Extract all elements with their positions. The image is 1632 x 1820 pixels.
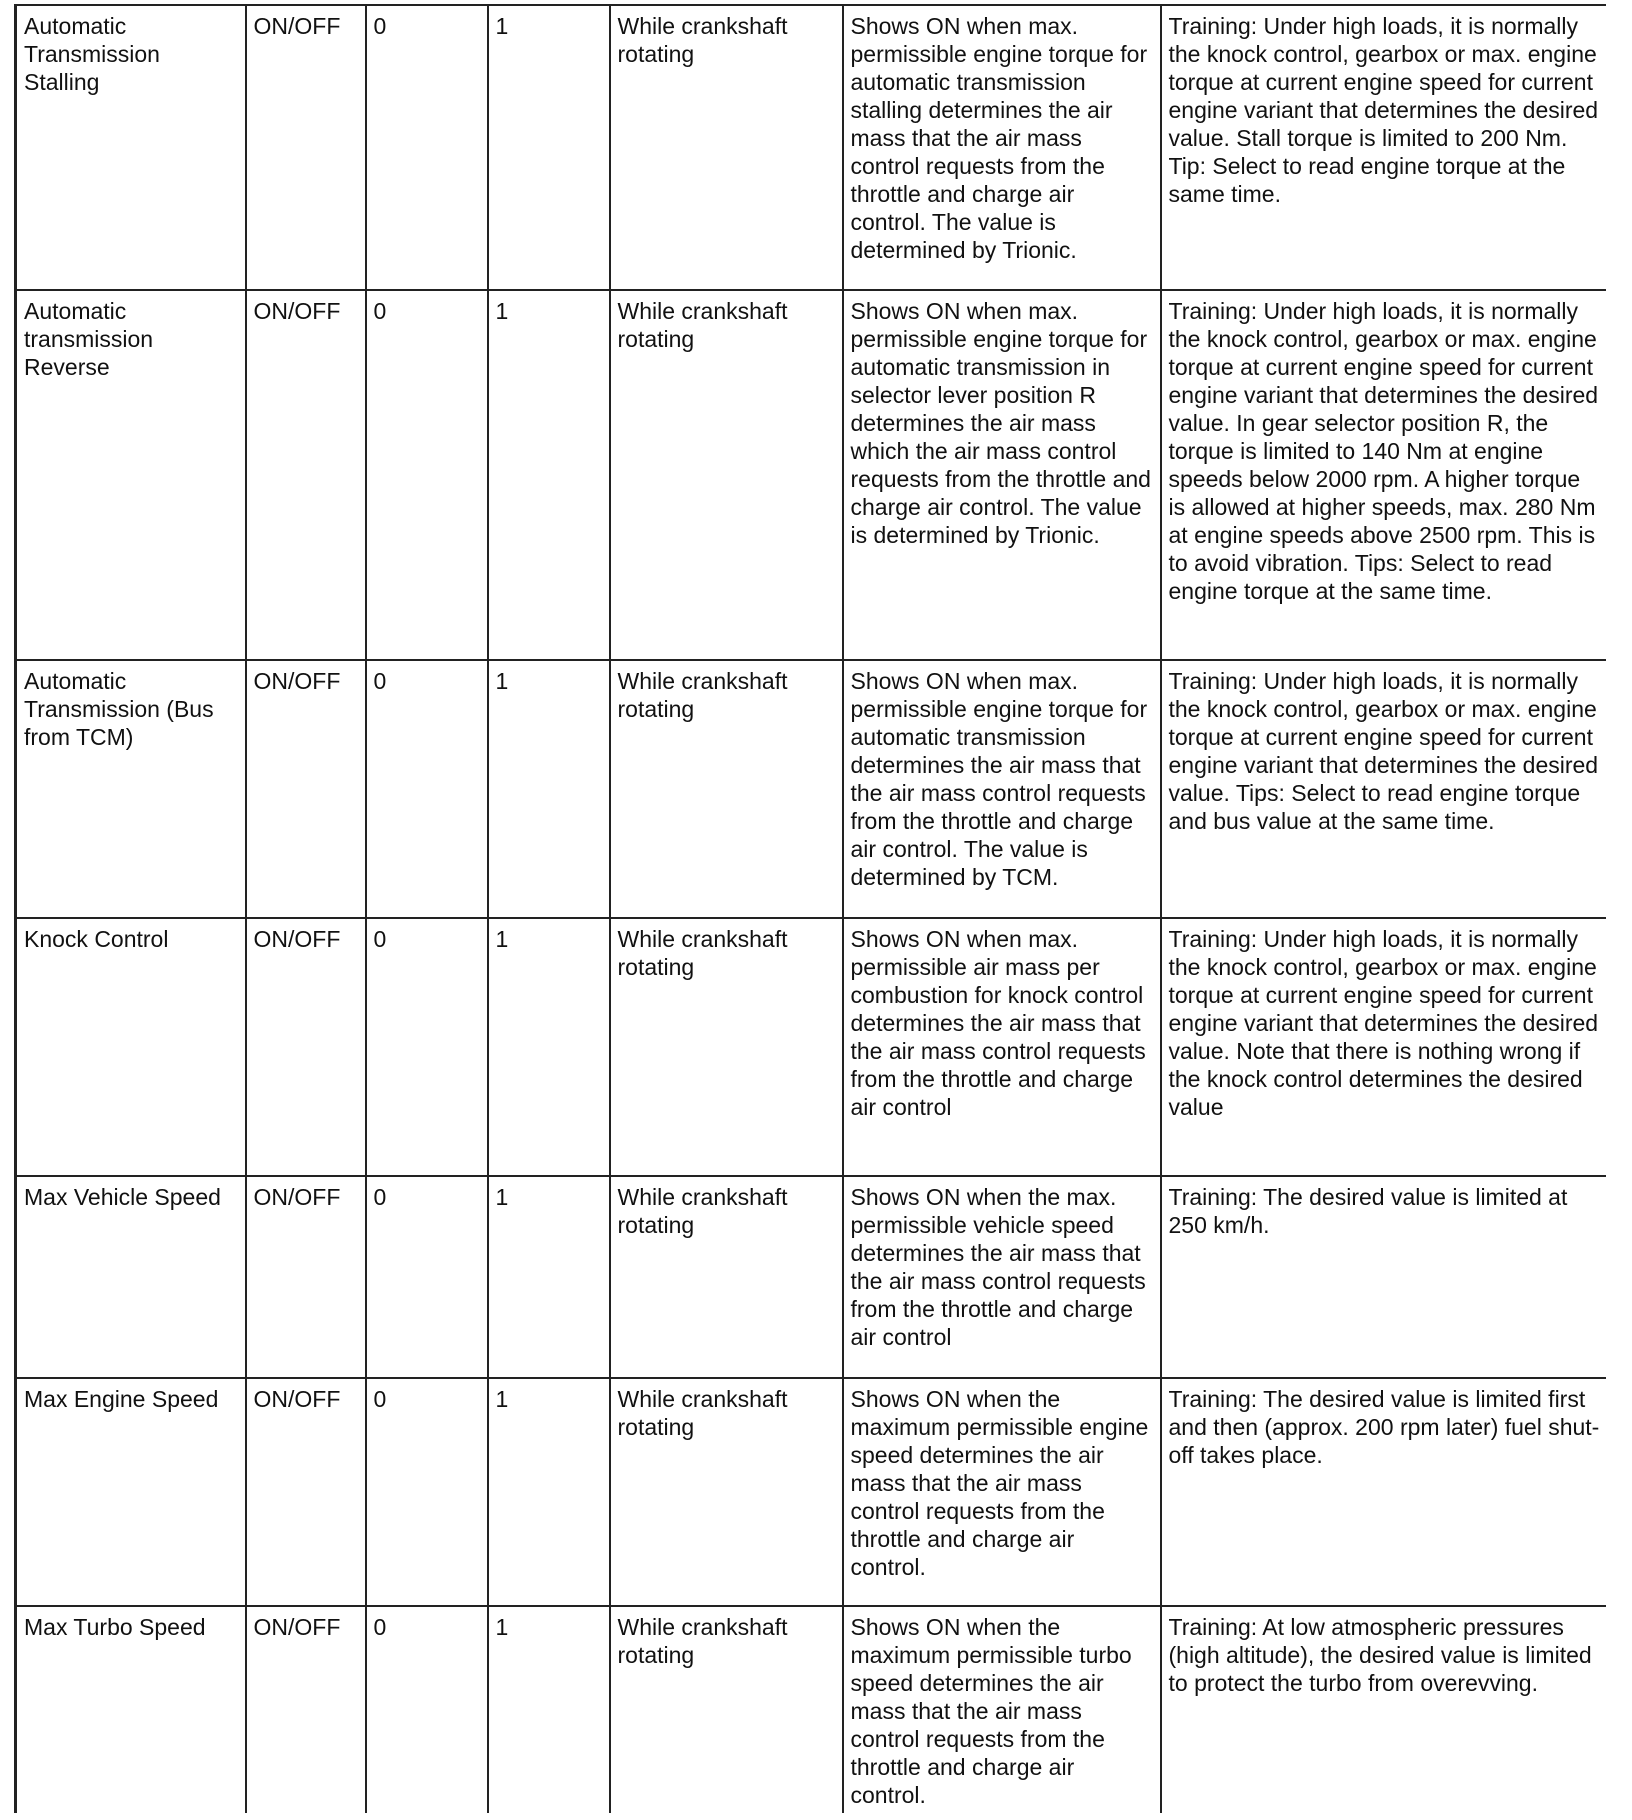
description-cell: Shows ON when max. permissible engine torque for automatic transmission determines the air mass that the air mass control requests from the throttle and charge air control. The value is determined by TCM. [843,660,1161,918]
value-type-cell: ON/OFF [246,5,366,290]
min-value-cell: 0 [366,1378,488,1606]
condition-cell: While crankshaft rotating [610,1176,843,1378]
description-cell: Shows ON when max. permissible engine torque for automatic transmission in selector lever position R determines the air mass which the air mass control requests from the throttle and charge air control. The value is determined by Trionic. [843,290,1161,660]
condition-cell: While crankshaft rotating [610,5,843,290]
parameter-name-cell: Max Engine Speed [16,1378,246,1606]
table-row [16,660,1606,918]
table-row [16,5,1606,290]
condition-cell: While crankshaft rotating [610,1378,843,1606]
parameter-table [14,4,1606,1813]
table-row [16,290,1606,660]
min-value-cell: 0 [366,918,488,1176]
table-row [16,918,1606,1176]
condition-cell: While crankshaft rotating [610,918,843,1176]
value-type-cell: ON/OFF [246,1606,366,1813]
table-row [16,1606,1606,1813]
training-info-cell: Training: Under high loads, it is normally the knock control, gearbox or max. engine torque at current engine speed for current engine variant that determines the desired value. Note that there is nothing wrong if the knock control determines the desired value [1161,918,1606,1176]
max-value-cell: 1 [488,5,610,290]
parameter-table-page [14,4,1604,1813]
training-info-cell: Training: Under high loads, it is normally the knock control, gearbox or max. engine torque at current engine speed for current engine variant that determines the desired value. In gear selector position R, the torque is limited to 140 Nm at engine speeds below 2000 rpm. A higher torque is allowed at higher speeds, max. 280 Nm at engine speeds above 2500 rpm. This is to avoid vibration. Tips: Select to read engine torque at the same time. [1161,290,1606,660]
max-value-cell: 1 [488,1606,610,1813]
description-cell: Shows ON when the maximum permissible engine speed determines the air mass that the air mass control requests from the throttle and charge air control. [843,1378,1161,1606]
max-value-cell: 1 [488,918,610,1176]
parameter-name-cell: Max Vehicle Speed [16,1176,246,1378]
value-type-cell: ON/OFF [246,918,366,1176]
table-row [16,1378,1606,1606]
min-value-cell: 0 [366,660,488,918]
value-type-cell: ON/OFF [246,660,366,918]
min-value-cell: 0 [366,290,488,660]
condition-cell: While crankshaft rotating [610,660,843,918]
min-value-cell: 0 [366,1606,488,1813]
max-value-cell: 1 [488,290,610,660]
description-cell: Shows ON when the max. permissible vehicle speed determines the air mass that the air mass control requests from the throttle and charge air control [843,1176,1161,1378]
description-cell: Shows ON when the maximum permissible turbo speed determines the air mass that the air mass control requests from the throttle and charge air control. [843,1606,1161,1813]
value-type-cell: ON/OFF [246,1176,366,1378]
parameter-name-cell: Automatic Transmission (Bus from TCM) [16,660,246,918]
min-value-cell: 0 [366,1176,488,1378]
table-row [16,1176,1606,1378]
value-type-cell: ON/OFF [246,290,366,660]
training-info-cell: Training: Under high loads, it is normally the knock control, gearbox or max. engine torque at current engine speed for current engine variant that determines the desired value. Tips: Select to read engine torque and bus value at the same time. [1161,660,1606,918]
training-info-cell: Training: The desired value is limited first and then (approx. 200 rpm later) fuel shut-off takes place. [1161,1378,1606,1606]
condition-cell: While crankshaft rotating [610,1606,843,1813]
value-type-cell: ON/OFF [246,1378,366,1606]
description-cell: Shows ON when max. permissible air mass per combustion for knock control determines the air mass that the air mass control requests from the throttle and charge air control [843,918,1161,1176]
parameter-name-cell: Max Turbo Speed [16,1606,246,1813]
min-value-cell: 0 [366,5,488,290]
condition-cell: While crankshaft rotating [610,290,843,660]
max-value-cell: 1 [488,1176,610,1378]
parameter-name-cell: Automatic Transmission Stalling [16,5,246,290]
training-info-cell: Training: At low atmospheric pressures (high altitude), the desired value is limited to protect the turbo from overevving. [1161,1606,1606,1813]
description-cell: Shows ON when max. permissible engine torque for automatic transmission stalling determines the air mass that the air mass control requests from the throttle and charge air control. The value is determined by Trionic. [843,5,1161,290]
parameter-name-cell: Automatic transmission Reverse [16,290,246,660]
training-info-cell: Training: Under high loads, it is normally the knock control, gearbox or max. engine torque at current engine speed for current engine variant that determines the desired value. Stall torque is limited to 200 Nm. Tip: Select to read engine torque at the same time. [1161,5,1606,290]
parameter-name-cell: Knock Control [16,918,246,1176]
training-info-cell: Training: The desired value is limited at 250 km/h. [1161,1176,1606,1378]
max-value-cell: 1 [488,660,610,918]
max-value-cell: 1 [488,1378,610,1606]
